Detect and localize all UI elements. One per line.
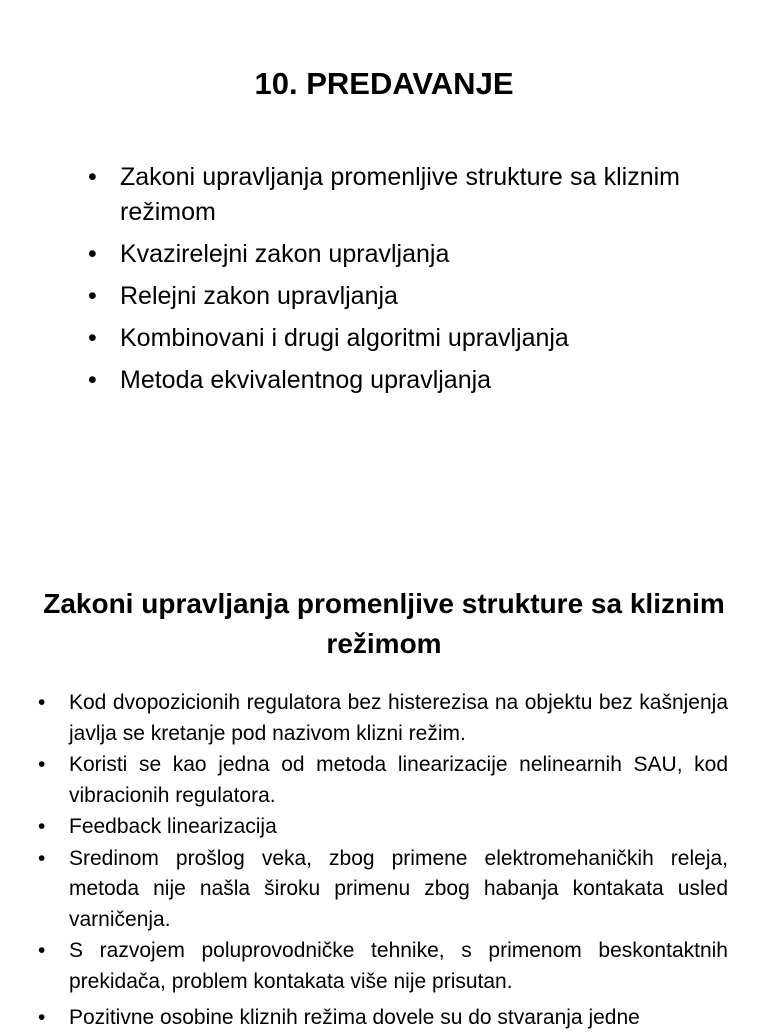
- list-item-text: Relejni zakon upravljanja: [120, 282, 398, 310]
- bullet-icon: •: [38, 846, 46, 870]
- list-item-text: Zakoni upravljanja promenljive strukture sa kliznim režimom: [120, 163, 680, 226]
- list-item-text: Pozitivne osobine kliznih režima dovele su do stvaranja jedne: [69, 1006, 640, 1029]
- slide-2: [0, 560, 768, 1029]
- list-item: [88, 321, 680, 356]
- list-item-text: Sredinom prošlog veka, zbog primene elektromehaničkih releja, metoda nije našla široku primenu zbog habanja kontakata usled varničenja.: [69, 846, 728, 931]
- list-item-text: Kombinovani i drugi algoritmi upravljanja: [120, 324, 569, 352]
- list-item: [38, 1003, 728, 1034]
- list-item: [88, 363, 680, 398]
- list-item: [38, 688, 728, 749]
- bullet-icon: •: [88, 366, 97, 394]
- bullet-icon: •: [88, 240, 97, 268]
- list-item-text: Kvazirelejni zakon upravljanja: [120, 240, 450, 268]
- slide-1-bullet-list: [88, 160, 680, 405]
- list-item: [88, 237, 680, 272]
- list-item-text: Koristi se kao jedna od metoda linearizacije nelinearnih SAU, kod vibracionih regulatora.: [69, 753, 728, 807]
- list-item: [88, 279, 680, 314]
- bullet-icon: •: [38, 691, 46, 714]
- bullet-icon: •: [88, 324, 97, 352]
- list-item-text: S razvojem poluprovodničke tehnike, s primenom beskontaktnih prekidača, problem kontakata više nije prisutan.: [69, 939, 728, 993]
- list-item-text: Metoda ekvivalentnog upravljanja: [120, 366, 492, 394]
- slide-2-title: Zakoni upravljanja promenljive strukture sa kliznim režimom: [43, 588, 725, 659]
- bullet-icon: •: [88, 163, 97, 191]
- list-item: [38, 750, 728, 811]
- list-item: [38, 812, 728, 843]
- list-item-text: Feedback linearizacija: [69, 815, 277, 838]
- slide-1-title: 10. PREDAVANJE: [254, 66, 514, 101]
- list-item: [38, 936, 728, 997]
- list-item: [88, 160, 680, 230]
- bullet-icon: •: [38, 1006, 46, 1029]
- bullet-icon: •: [38, 939, 46, 962]
- bullet-icon: •: [38, 753, 46, 776]
- list-item: [38, 844, 728, 936]
- bullet-icon: •: [38, 815, 46, 838]
- list-item-text: Kod dvopozicionih regulatora bez histerezisa na objektu bez kašnjenja javlja se kretanje pod nazivom klizni režim.: [69, 691, 728, 745]
- bullet-icon: •: [88, 282, 97, 310]
- slide-2-bullet-list: [38, 688, 728, 1035]
